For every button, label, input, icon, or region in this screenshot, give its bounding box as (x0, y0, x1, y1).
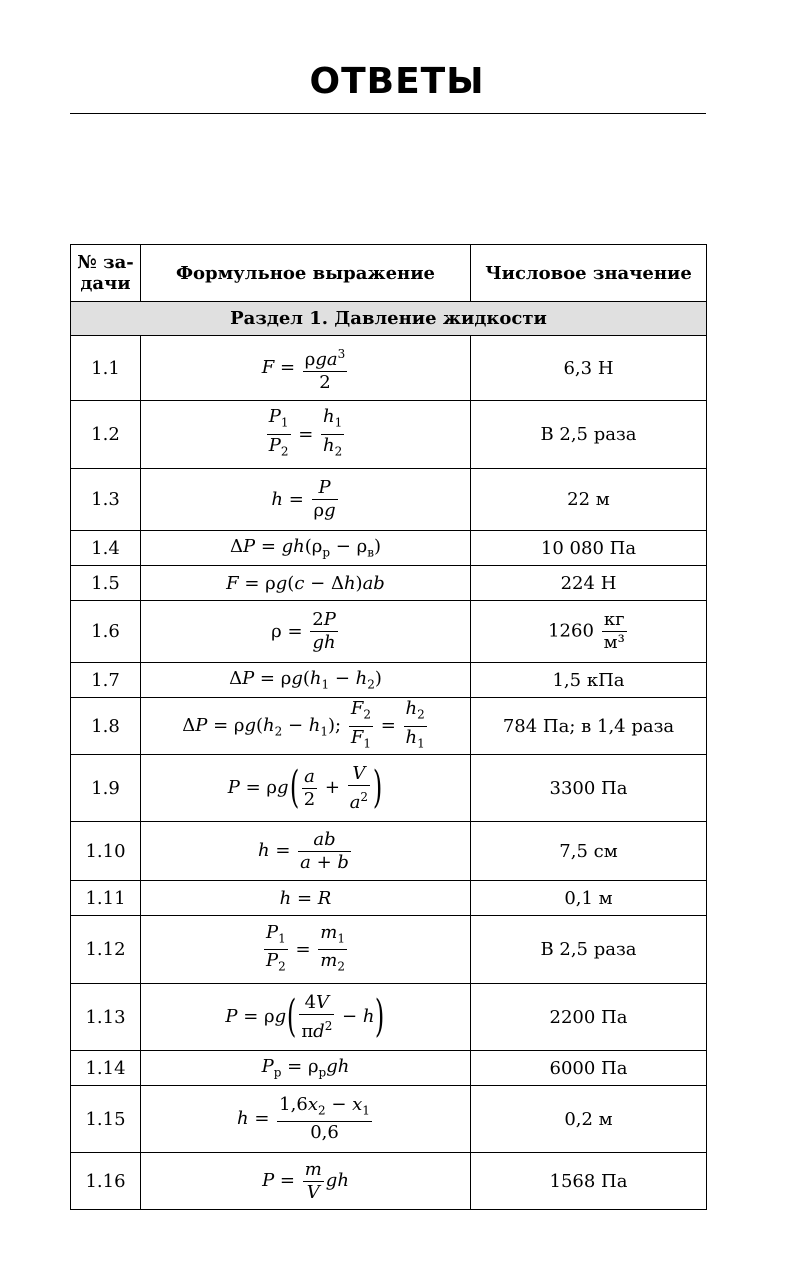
density-unit: $\frac{кг}{\text{м³}}$ (603, 609, 625, 653)
table-row (71, 401, 707, 469)
task-number: 1.4 (71, 531, 141, 566)
formula: h = $\frac{ab}{a + b}$ (141, 822, 471, 881)
table-row (71, 663, 707, 698)
table-row (71, 601, 707, 663)
answer-value: 6,3 Н (471, 336, 707, 401)
formula: $\Delta P = \rho g(h_2 - h_1)$; $\frac{F_2}{F_1}$ = $\frac{h_2}{h_1}$ (141, 698, 471, 755)
task-number: 1.2 (71, 401, 141, 469)
task-number: 1.13 (71, 984, 141, 1051)
table-row (71, 755, 707, 822)
page-title: ОТВЕТЫ (309, 61, 485, 102)
table-row (71, 336, 707, 401)
title-divider (70, 113, 706, 114)
formula: h = R (141, 881, 471, 916)
formula: $P_р = \rho_рgh$ (141, 1051, 471, 1086)
table-row (71, 1153, 707, 1210)
answer-value: 784 Па; в 1,4 раза (471, 698, 707, 755)
answer-value: 1,5 кПа (471, 663, 707, 698)
task-number: 1.8 (71, 698, 141, 755)
answer-value: 224 Н (471, 566, 707, 601)
header-value: Числовое значение (471, 245, 707, 302)
table-row (71, 984, 707, 1051)
formula: ρ = $\frac{2P}{gh}$ (141, 601, 471, 663)
answer-value: 1568 Па (471, 1153, 707, 1210)
header-row (71, 245, 707, 302)
answer-value: 1260 $\frac{кг}{\text{м³}}$ (471, 601, 707, 663)
formula: F = $\frac{\rho ga^3}{2}$ (141, 336, 471, 401)
answer-value: 22 м (471, 469, 707, 531)
formula: $\frac{P_1}{P_2}$ = $\frac{h_1}{h_2}$ (141, 401, 471, 469)
answer-value: В 2,5 раза (471, 916, 707, 984)
formula: $\Delta P = \rho g(h_1 - h_2)$ (141, 663, 471, 698)
answer-value: 2200 Па (471, 984, 707, 1051)
section-title: Раздел 1. Давление жидкости (71, 302, 707, 336)
table-row (71, 822, 707, 881)
task-number: 1.11 (71, 881, 141, 916)
header-task-number: № за- дачи (71, 245, 141, 302)
table-row (71, 531, 707, 566)
table-row (71, 1051, 707, 1086)
formula: h = $\frac{P}{\rho g}$ (141, 469, 471, 531)
answer-value: 3300 Па (471, 755, 707, 822)
table-row (71, 1086, 707, 1153)
answer-value: 6000 Па (471, 1051, 707, 1086)
answers-table (70, 244, 707, 1210)
header-formula: Формульное выражение (141, 245, 471, 302)
table-row (71, 881, 707, 916)
answer-value: В 2,5 раза (471, 401, 707, 469)
formula: P = $\frac{m}{V}$ gh (141, 1153, 471, 1210)
task-number: 1.14 (71, 1051, 141, 1086)
formula: $\Delta P = gh(\rho_р - \rho_в)$ (141, 531, 471, 566)
table-row (71, 698, 707, 755)
task-number: 1.16 (71, 1153, 141, 1210)
formula: h = $\frac{1,6x_2 - x_1}{0,6}$ (141, 1086, 471, 1153)
formula: P = ρg( $\frac{a}{2}$ + $\frac{V}{a^2}$ ) (141, 755, 471, 822)
section-row (71, 302, 707, 336)
task-number: 1.9 (71, 755, 141, 822)
table-row (71, 566, 707, 601)
task-number: 1.3 (71, 469, 141, 531)
task-number: 1.1 (71, 336, 141, 401)
table-row (71, 469, 707, 531)
formula: F = ρg(c − Δh)ab (141, 566, 471, 601)
table-row (71, 916, 707, 984)
task-number: 1.12 (71, 916, 141, 984)
answer-value: 0,2 м (471, 1086, 707, 1153)
task-number: 1.15 (71, 1086, 141, 1153)
task-number: 1.5 (71, 566, 141, 601)
formula: P = ρg( $\frac{4V}{\pi d^2}$ − h) (141, 984, 471, 1051)
task-number: 1.7 (71, 663, 141, 698)
answer-value: 7,5 см (471, 822, 707, 881)
answer-value: 10 080 Па (471, 531, 707, 566)
task-number: 1.6 (71, 601, 141, 663)
formula: $\frac{P_1}{P_2}$ = $\frac{m_1}{m_2}$ (141, 916, 471, 984)
task-number: 1.10 (71, 822, 141, 881)
answer-value: 0,1 м (471, 881, 707, 916)
